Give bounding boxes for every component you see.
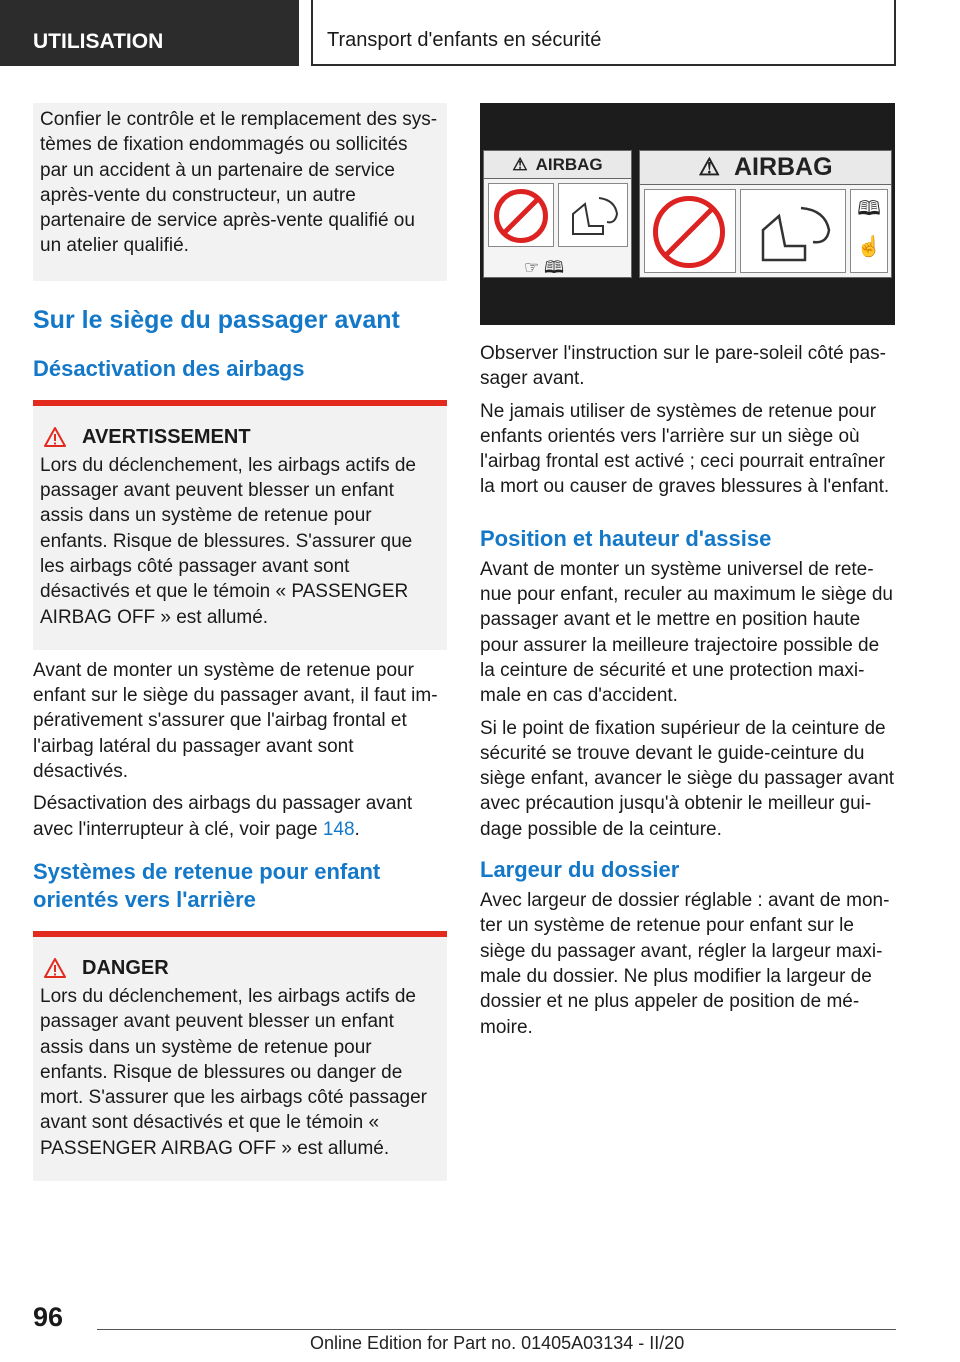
section-tab	[0, 0, 299, 66]
airbag-seat-pictogram	[740, 189, 846, 273]
section-title: UTILISATION	[33, 30, 164, 53]
airbag-label-small	[483, 150, 632, 278]
paragraph-key-switch	[33, 791, 447, 842]
manual-hint-small: ☞ 🕮	[524, 258, 565, 277]
warning-icon: ⚠	[512, 154, 528, 174]
paragraph-seat-position: Avant de monter un système universel de retenue pour enfant, reculer au maximum le siège du passager avant et le mettre en position haute pour assurer la meilleure trajectoire possible de la ceinture de sécurité et une protection maximale en cas d'accident.	[480, 558, 893, 707]
edition-note: Online Edition for Part no. 01405A03134 - II/20	[310, 1333, 685, 1353]
prohibition-icon	[494, 189, 548, 243]
page-reference-link[interactable]: 148	[322, 818, 355, 840]
danger-title: DANGER	[82, 956, 169, 979]
heading-backrest-width: Largeur du dossier	[480, 857, 680, 883]
paragraph-anchor-point: Si le point de fixation supérieur de la ceinture de sécurité se trouve devant le guide-ceinture du siège enfant, avancer le siège du passager avant avec précaution jusqu'à obtenir le meilleur guidage possible de la ceinture.	[480, 717, 895, 840]
prohibited-seat-pictogram	[488, 183, 554, 247]
airbag-label-large	[639, 150, 892, 278]
prohibited-seat-pictogram	[644, 189, 736, 273]
paragraph-backrest-width: Avec largeur de dossier réglable : avant de monter un système de retenue pour enfant sur le siège du passager avant, régler la largeur maximale du dossier. Ne plus modifier la largeur de dossier et ne plus appeler de position de mémoire.	[480, 890, 890, 1038]
paragraph-before-mounting: Avant de monter un système de retenue pour enfant sur le siège du passager avant, il faut impérativement s'assurer que l'airbag frontal et l'airbag latéral du passager avant sont désactivés.	[33, 659, 438, 783]
left-column	[33, 103, 447, 1181]
danger-box	[33, 931, 447, 1181]
chapter-title: Transport d'enfants en sécurité	[327, 29, 602, 51]
seat-airbag-icon	[559, 184, 627, 246]
right-column	[480, 103, 895, 1040]
airbag-label-figure	[480, 103, 895, 325]
heading-seat-position: Position et hauteur d'assise	[480, 525, 772, 551]
warning-title: AVERTISSEMENT	[82, 425, 251, 448]
key-switch-end: .	[354, 818, 360, 840]
danger-header	[40, 957, 439, 980]
heading-passenger-seat: Sur le siège du passager avant	[33, 305, 400, 334]
page-number: 96	[33, 1302, 64, 1332]
airbag-label-large-header	[640, 151, 891, 185]
prohibition-icon	[653, 196, 725, 268]
airbag-label-large-text: AIRBAG	[733, 153, 833, 181]
intro-text: Confier le contrôle et le remplacement des systèmes de fixation endommagés ou sollicités par un accident à un partenaire de service après-vente du constructeur, un autre partenaire de service après-vente qualifié ou un atelier qualifié.	[40, 109, 438, 257]
key-switch-text: Désactivation des airbags du passager avant avec l'interrupteur à clé, voir page	[33, 793, 413, 840]
warning-icon	[43, 426, 67, 448]
manual-hint-large: 🕮 ☝	[850, 189, 888, 273]
heading-airbag-deactivation: Désactivation des airbags	[33, 355, 305, 381]
seat-airbag-icon	[741, 190, 845, 272]
warning-box	[33, 400, 447, 650]
chapter-tab	[311, 0, 896, 66]
warning-text: Lors du déclenchement, les airbags actifs de passager avant peuvent blesser un enfant assis dans un système de retenue pour enfants. Risque de blessures. S'assurer que les airbags côté passager avant sont désactivés et que le témoin « PASSENGER AIRBAG OFF » est allumé.	[40, 454, 416, 628]
warning-icon	[43, 957, 67, 979]
paragraph-observe: Observer l'instruction sur le pare-soleil côté passager avant.	[480, 343, 886, 390]
airbag-label-small-text: AIRBAG	[535, 154, 603, 174]
intro-box	[33, 103, 447, 281]
paragraph-never-rear-facing: Ne jamais utiliser de systèmes de retenue pour enfants orientés vers l'arrière sur un siège où l'airbag frontal est activé ; ceci pourrait entraîner la mort ou causer de graves blessures à l'enfant.	[480, 400, 890, 498]
heading-rear-facing: Systèmes de retenue pour enfant orientés vers l'arrière	[33, 858, 381, 912]
footer-divider	[97, 1329, 896, 1330]
warning-header	[40, 426, 439, 449]
airbag-label-small-header	[484, 151, 631, 179]
danger-text: Lors du déclenchement, les airbags actifs de passager avant peuvent blesser un enfant assis dans un système de retenue pour enfants. Risque de blessures ou danger de mort. S'assurer que les airbags côté passager avant sont désactivés et que le témoin « PASSENGER AIRBAG OFF » est allumé.	[40, 985, 427, 1159]
warning-icon: ⚠	[698, 154, 720, 181]
airbag-seat-pictogram	[558, 183, 628, 247]
